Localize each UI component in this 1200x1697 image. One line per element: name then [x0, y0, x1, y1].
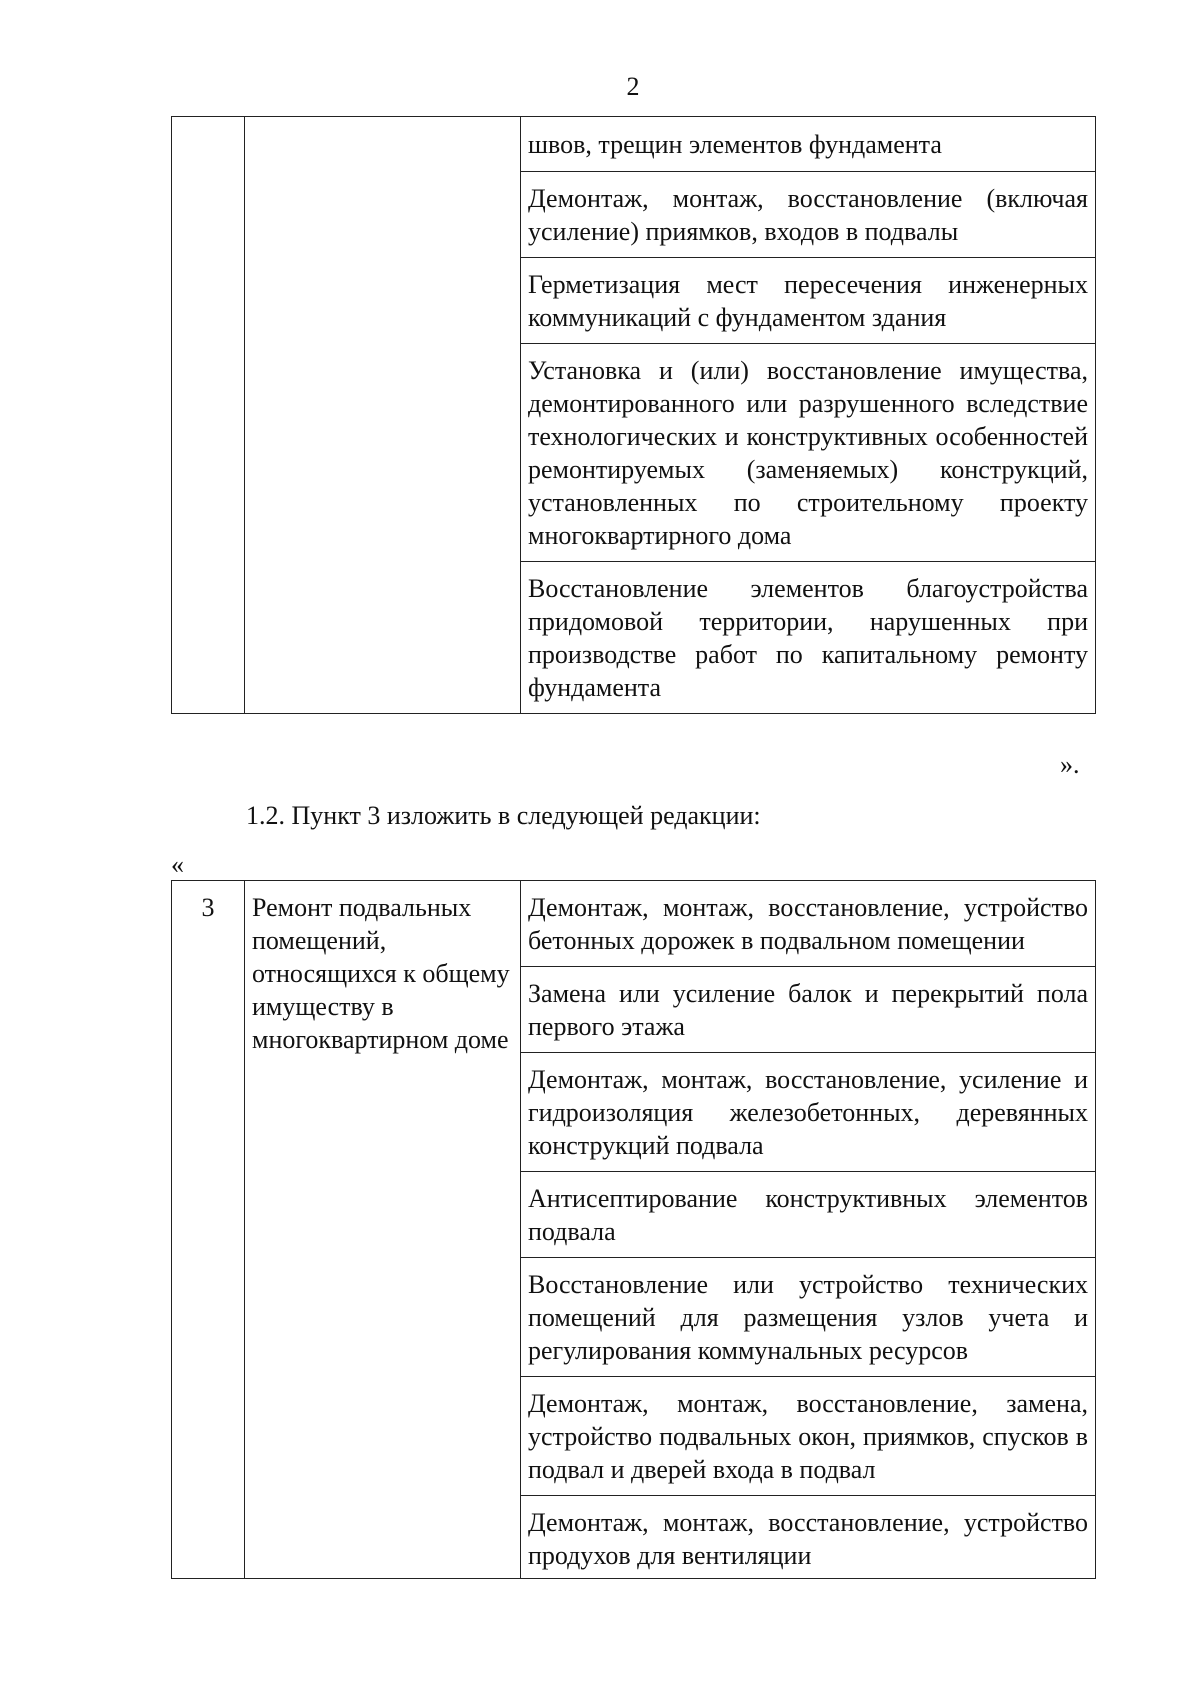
item-number-cell	[172, 881, 245, 1579]
item-name-cell	[245, 881, 521, 1579]
item-number-cell	[172, 117, 245, 714]
closing-quote: ».	[1060, 750, 1080, 779]
work-cell	[521, 1496, 1096, 1579]
work-text: Замена или усиление балок и перекрытий пола первого этажа	[528, 979, 1088, 1041]
work-cell	[521, 258, 1096, 344]
work-text: Демонтаж, монтаж, восстановление (включая усиление) приямков, входов в подвалы	[528, 184, 1088, 246]
opening-quote: «	[171, 850, 184, 879]
work-text: Установка и (или) восстановление имущества, демонтированного или разрушенного вследствие технологических и конструктивных особенностей ремонтируемых (заменяемых) конструкций, установленных по строительному проекту многоквартирного дома	[528, 356, 1088, 550]
work-text: Восстановление или устройство технических помещений для размещения узлов учета и регулирования коммунальных ресурсов	[528, 1270, 1088, 1365]
works-table-continuation	[171, 116, 1096, 714]
work-cell	[521, 117, 1096, 172]
work-cell	[521, 1172, 1096, 1258]
item-number: 3	[201, 893, 215, 922]
work-cell	[521, 344, 1096, 562]
table-row	[172, 117, 1096, 172]
table-row	[172, 881, 1096, 967]
work-cell	[521, 172, 1096, 258]
works-table-item-3	[171, 880, 1096, 1579]
work-cell	[521, 1053, 1096, 1172]
work-cell	[521, 881, 1096, 967]
work-cell	[521, 562, 1096, 714]
work-text: швов, трещин элементов фундамента	[528, 130, 942, 159]
work-text: Демонтаж, монтаж, восстановление, замена, устройство подвальных окон, приямков, спусков в подвал и дверей входа в подвал	[528, 1389, 1088, 1484]
amendment-instruction: 1.2. Пункт 3 изложить в следующей редакции:	[246, 801, 761, 830]
work-cell	[521, 967, 1096, 1053]
work-text: Антисептирование конструктивных элементов подвала	[528, 1184, 1088, 1246]
page-number: 2	[626, 72, 640, 101]
work-text: Герметизация мест пересечения инженерных коммуникаций с фундаментом здания	[528, 270, 1088, 332]
item-name: Ремонт подвальных помещений, относящихся к общему имуществу в многоквартирном доме	[252, 893, 510, 1054]
work-text: Демонтаж, монтаж, восстановление, устройство продухов для вентиляции	[528, 1508, 1088, 1570]
work-cell	[521, 1377, 1096, 1496]
work-text: Демонтаж, монтаж, восстановление, усиление и гидроизоляция железобетонных, деревянных конструкций подвала	[528, 1065, 1088, 1160]
work-text: Демонтаж, монтаж, восстановление, устройство бетонных дорожек в подвальном помещении	[528, 893, 1088, 955]
work-cell	[521, 1258, 1096, 1377]
work-text: Восстановление элементов благоустройства придомовой территории, нарушенных при производстве работ по капитальному ремонту фундамента	[528, 574, 1088, 702]
item-name-cell	[245, 117, 521, 714]
